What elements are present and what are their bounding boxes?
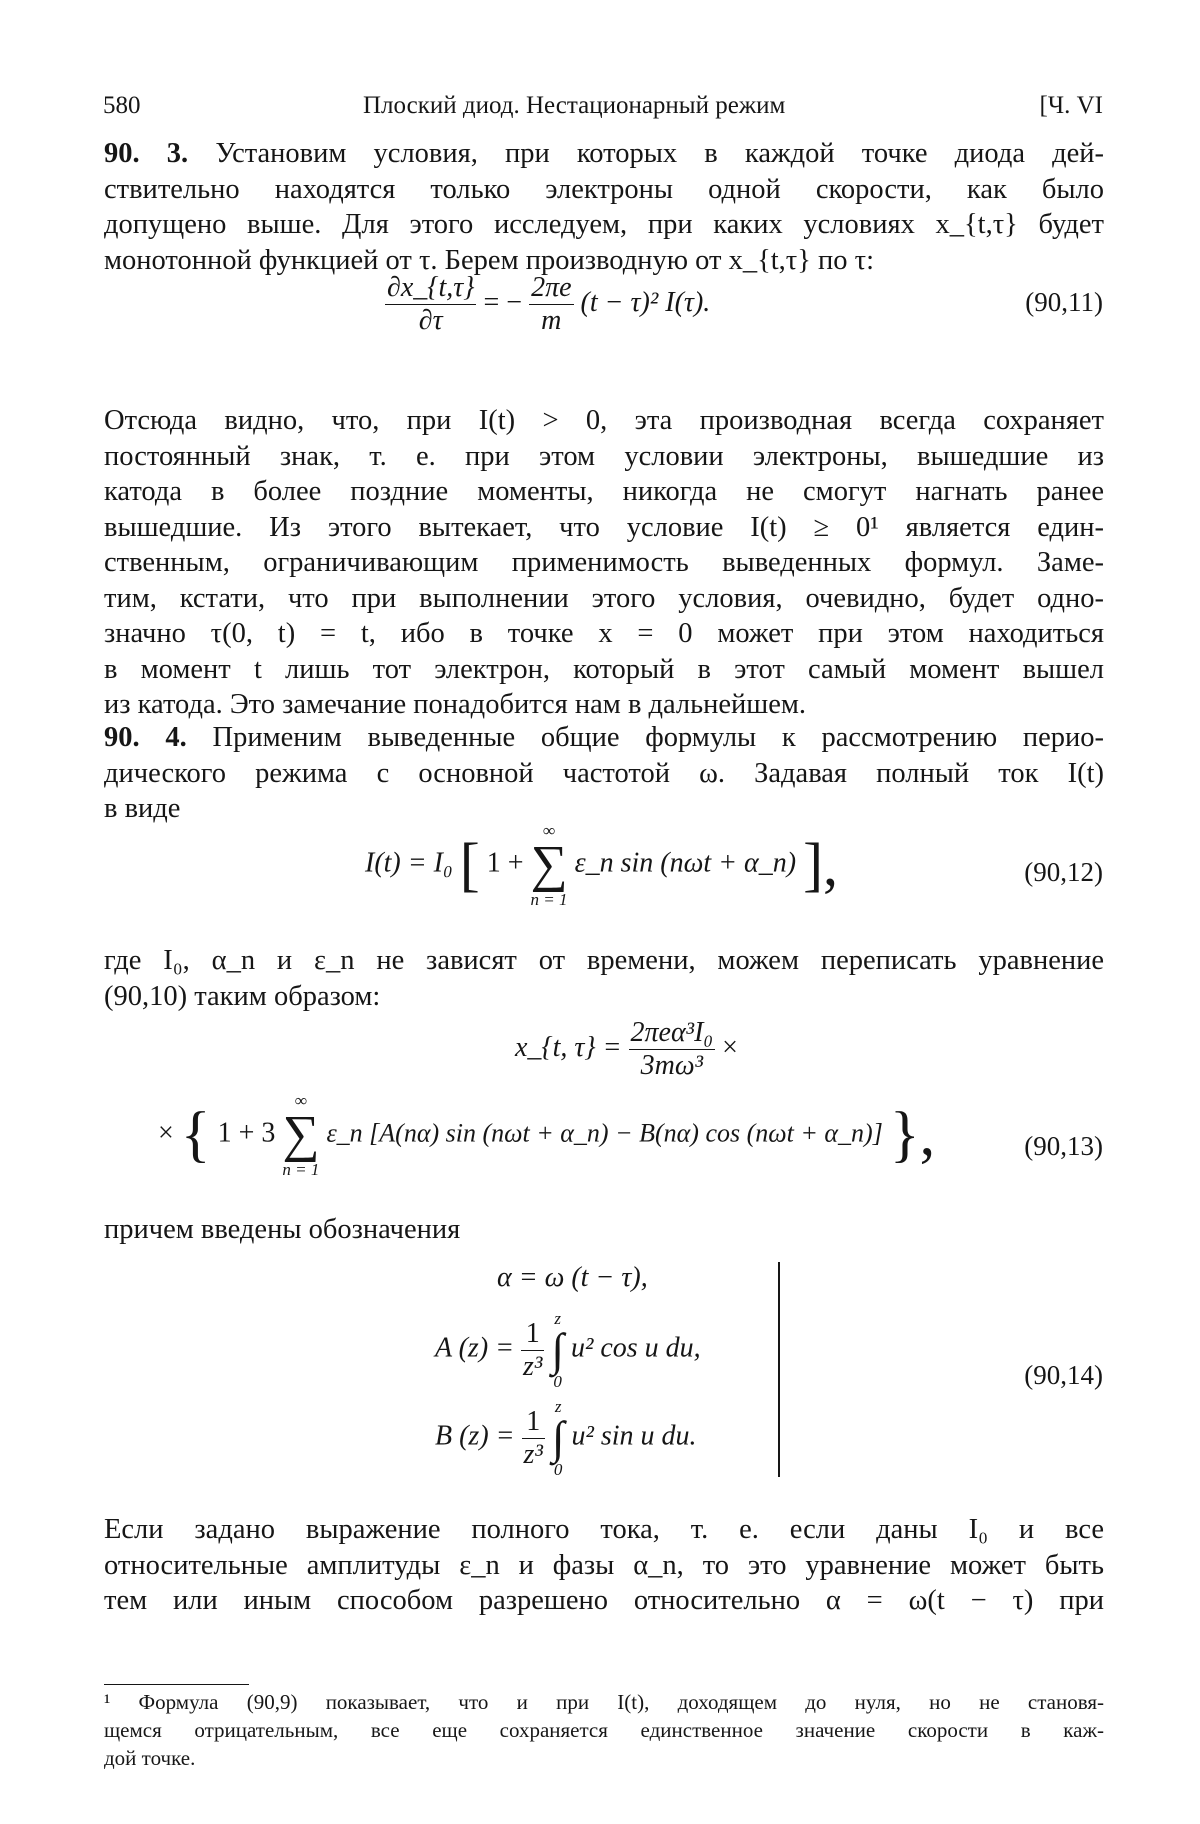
text-line: допущено выше. Для этого исследуем, при каких условиях x_{t,τ} будет: [104, 209, 1104, 240]
equation-90-14-b: B (z) = $\frac{1}{\text{z³}}$ z ∫ 0 u² sin u du.: [435, 1397, 697, 1479]
text-line: (90,10) таким образом:: [104, 980, 381, 1012]
text-line: Если задано выражение полного тока, т. е. если даны I₀ и все: [104, 1514, 1104, 1545]
text-line: в момент t лишь тот электрон, который в этот самый момент вышел: [104, 653, 1104, 685]
fraction: $\frac{1}{\text{z³}}$: [523, 1317, 543, 1382]
equation-number: (90,12): [1024, 857, 1103, 887]
paragraph-90-3: [104, 136, 1104, 278]
partial-derivative: $\frac{\partial x\_\{t,\tau\}}{\partial\tau}$: [387, 272, 475, 336]
text-line: Отсюда видно, что, при I(t) > 0, эта производная всегда сохраняет: [104, 405, 1104, 436]
text-line: 90. 3. Установим условия, при которых в каждой точке диода дей-: [104, 138, 1105, 169]
text-line: значно τ(0, t) = t, ибо в точке x = 0 может при этом находиться: [104, 618, 1104, 649]
equation-90-14-alpha: α = ω (t − τ),: [497, 1262, 648, 1293]
summation: ∞ ∑ n = 1: [530, 821, 568, 909]
text-line: тим, кстати, что при выполнении этого условия, очевидно, будет одно-: [104, 582, 1104, 614]
equation-number: (90,13): [1024, 1131, 1103, 1161]
footnote-line: ¹ Формула (90,9) показывает, что и при I(t), доходящем до нуля, но не становя-: [104, 1690, 1104, 1714]
footnote-line: щемся отрицательным, все еще сохраняется единственное значение скорости в каж-: [104, 1718, 1104, 1742]
text-line: ствительно находятся только электроны одной скорости, как было: [104, 173, 1104, 205]
equation-number: (90,14): [1024, 1360, 1103, 1390]
equation-90-13-line1: x_{t, τ} = $\frac{\text{2πeα³I₀}}{\text{3mω³}}$ ×: [515, 1017, 738, 1081]
equation-90-14-a: A (z) = $\frac{1}{\text{z³}}$ z ∫ 0 u² cos u du,: [435, 1309, 701, 1391]
paragraph-where: [104, 943, 1104, 1014]
page-number: 580: [103, 92, 141, 119]
text-line: причем введены обозначения: [104, 1214, 461, 1245]
section-number: 90. 4.: [104, 722, 187, 753]
footnote-line: дой точке.: [104, 1746, 196, 1770]
grouping-brace: [770, 1262, 780, 1477]
text-line: относительные амплитуды ε_n и фазы α_n, то это уравнение может быть: [104, 1549, 1104, 1581]
fraction: $\frac{2\pi e}{m}$: [531, 272, 572, 336]
footnote: [104, 1688, 1104, 1772]
integral: z ∫ 0: [551, 1309, 564, 1391]
paragraph-90-4: [104, 720, 1104, 827]
footnote-divider: [104, 1684, 249, 1685]
equation-90-13-line2: × { 1 + 3 ∞ ∑ n = 1 ε_n [A(nα) sin (nωt + α_n) − B(nα) cos (nωt + α_n)] },: [158, 1091, 936, 1179]
fraction: $\frac{1}{\text{z³}}$: [523, 1405, 543, 1470]
summation: ∞ ∑ n = 1: [282, 1091, 320, 1179]
integral: z ∫ 0: [551, 1397, 565, 1479]
text-line: постоянный знак, т. е. при этом условии электроны, вышедшие из: [104, 440, 1104, 472]
text-line: из катода. Это замечание понадобится нам в дальнейшем.: [104, 689, 807, 720]
text-line: дического режима с основной частотой ω. Задавая полный ток I(t): [104, 757, 1104, 789]
text-line: в виде: [104, 793, 181, 824]
paragraph-if-given: [104, 1512, 1104, 1619]
part-label: [Ч. VI: [1039, 92, 1103, 119]
text-line: 90. 4. Применим выведенные общие формулы к рассмотрению перио-: [104, 722, 1105, 753]
running-title: Плоский диод. Нестационарный режим: [363, 92, 786, 119]
section-number: 90. 3.: [104, 138, 189, 169]
text-line: катода в более поздние моменты, никогда не смогут нагнать ранее: [104, 476, 1104, 507]
equation-number: (90,11): [1025, 287, 1103, 317]
equation-90-11: $\frac{\partial x\_\{t,\tau\}}{\partial\tau}$ = − $\frac{2\pi e}{m}$ (t − τ)² I(τ).: [387, 272, 711, 336]
text-line: ственным, ограничивающим применимость выведенных формул. Заме-: [104, 547, 1104, 578]
text-line: монотонной функцией от τ. Берем производную от x_{t,τ} по τ:: [104, 244, 875, 276]
paragraph-condition: [104, 403, 1104, 723]
running-header: [103, 92, 1103, 128]
paragraph-notation: [104, 1212, 1104, 1248]
text-line: где I₀, α_n и ε_n не зависят от времени, можем переписать уравнение: [104, 945, 1104, 976]
equation-90-12: I(t) = I₀ [ 1 + ∞ ∑ n = 1 ε_n sin (nωt + α_n) ],: [365, 821, 839, 909]
text-line: вышедшие. Из этого вытекает, что условие I(t) ≥ 0¹ является един-: [104, 511, 1104, 543]
fraction: $\frac{\text{2πeα³I₀}}{\text{3mω³}}$: [630, 1017, 714, 1081]
text-line: тем или иным способом разрешено относительно α = ω(t − τ) при: [104, 1585, 1104, 1616]
